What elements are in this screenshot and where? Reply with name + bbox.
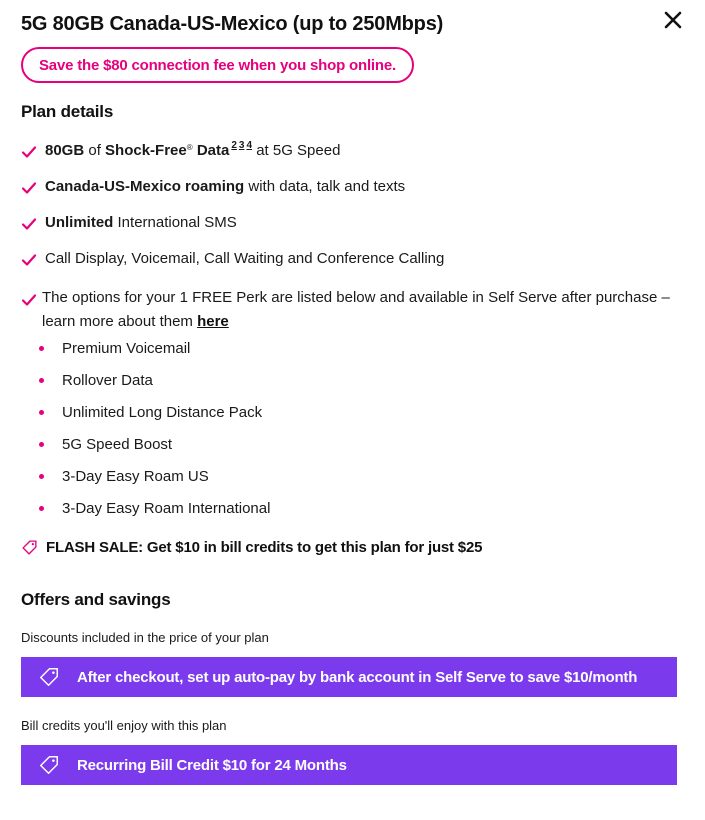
check-icon bbox=[21, 253, 37, 267]
shock-free-label: Shock-Free bbox=[105, 142, 187, 159]
discounts-caption: Discounts included in the price of your plan bbox=[21, 630, 269, 645]
bill-credit-banner bbox=[21, 745, 677, 785]
perk-list bbox=[38, 332, 270, 524]
bullet-icon bbox=[39, 378, 44, 383]
footnote-link[interactable]: 4 bbox=[246, 140, 253, 151]
feature-item bbox=[21, 142, 340, 159]
discount-text: After checkout, set up auto-pay by bank account in Self Serve to save $10/month bbox=[77, 668, 638, 686]
feature-mid: of bbox=[84, 142, 106, 159]
perk-item bbox=[38, 460, 270, 492]
bill-credit-text: Recurring Bill Credit $10 for 24 Months bbox=[77, 756, 347, 774]
perk-label: 5G Speed Boost bbox=[62, 435, 173, 453]
perk-item bbox=[38, 428, 270, 460]
feature-bold: 80GB bbox=[45, 142, 85, 159]
price-tag-icon bbox=[38, 754, 60, 776]
perk-item bbox=[38, 492, 270, 524]
price-tag-icon bbox=[38, 666, 60, 688]
close-icon[interactable] bbox=[661, 8, 685, 32]
perk-item bbox=[38, 396, 270, 428]
bullet-icon bbox=[39, 506, 44, 511]
perk-label: 3-Day Easy Roam US bbox=[62, 467, 209, 485]
perk-item bbox=[38, 332, 270, 364]
bullet-icon bbox=[39, 442, 44, 447]
perk-label: Unlimited Long Distance Pack bbox=[62, 403, 263, 421]
plan-title: 5G 80GB Canada-US-Mexico (up to 250Mbps) bbox=[21, 13, 444, 35]
bullet-icon bbox=[39, 474, 44, 479]
footnote-link[interactable]: 2 bbox=[231, 140, 237, 151]
feature-item bbox=[21, 178, 405, 195]
price-tag-icon bbox=[21, 539, 38, 556]
plan-details-heading: Plan details bbox=[21, 102, 114, 121]
perk-item bbox=[38, 364, 270, 396]
autopay-discount-banner bbox=[21, 657, 677, 697]
feature-bold: Canada-US-Mexico roaming bbox=[45, 178, 245, 195]
feature-rest: at 5G Speed bbox=[252, 142, 341, 159]
feature-item bbox=[21, 250, 444, 267]
offers-heading: Offers and savings bbox=[21, 590, 171, 609]
perk-intro-item bbox=[21, 290, 682, 334]
perk-label: Premium Voicemail bbox=[62, 339, 191, 357]
registered-mark: ® bbox=[186, 143, 193, 152]
learn-more-link[interactable]: here bbox=[197, 313, 229, 330]
check-icon bbox=[21, 145, 37, 159]
check-icon bbox=[21, 217, 37, 231]
check-icon bbox=[21, 181, 37, 195]
promo-text: Save the $80 connection fee when you shop online. bbox=[39, 56, 396, 74]
flash-sale bbox=[21, 539, 482, 556]
perk-label: Rollover Data bbox=[62, 371, 153, 389]
flash-sale-text: FLASH SALE: Get $10 in bill credits to get this plan for just $25 bbox=[46, 539, 483, 556]
data-label: Data bbox=[192, 142, 230, 159]
close-button[interactable] bbox=[661, 8, 685, 32]
feature-bold: Unlimited bbox=[45, 214, 114, 231]
perk-intro-copy: The options for your 1 FREE Perk are listed below and available in Self Serve after purchase – learn more about them bbox=[42, 289, 670, 330]
footnote-link[interactable]: 3 bbox=[238, 140, 245, 151]
bullet-icon bbox=[39, 410, 44, 415]
feature-text bbox=[45, 142, 340, 159]
perk-intro-text bbox=[42, 286, 682, 334]
credits-caption: Bill credits you'll enjoy with this plan bbox=[21, 718, 227, 733]
feature-rest: International SMS bbox=[113, 214, 237, 231]
perk-label: 3-Day Easy Roam International bbox=[62, 499, 271, 517]
feature-text bbox=[45, 214, 237, 231]
feature-text bbox=[45, 178, 405, 195]
bullet-icon bbox=[39, 346, 44, 351]
check-icon bbox=[21, 293, 37, 307]
feature-text: Call Display, Voicemail, Call Waiting and Conference Calling bbox=[45, 250, 445, 267]
feature-item bbox=[21, 214, 237, 231]
feature-rest: with data, talk and texts bbox=[244, 178, 406, 195]
online-promo-banner bbox=[21, 47, 414, 83]
